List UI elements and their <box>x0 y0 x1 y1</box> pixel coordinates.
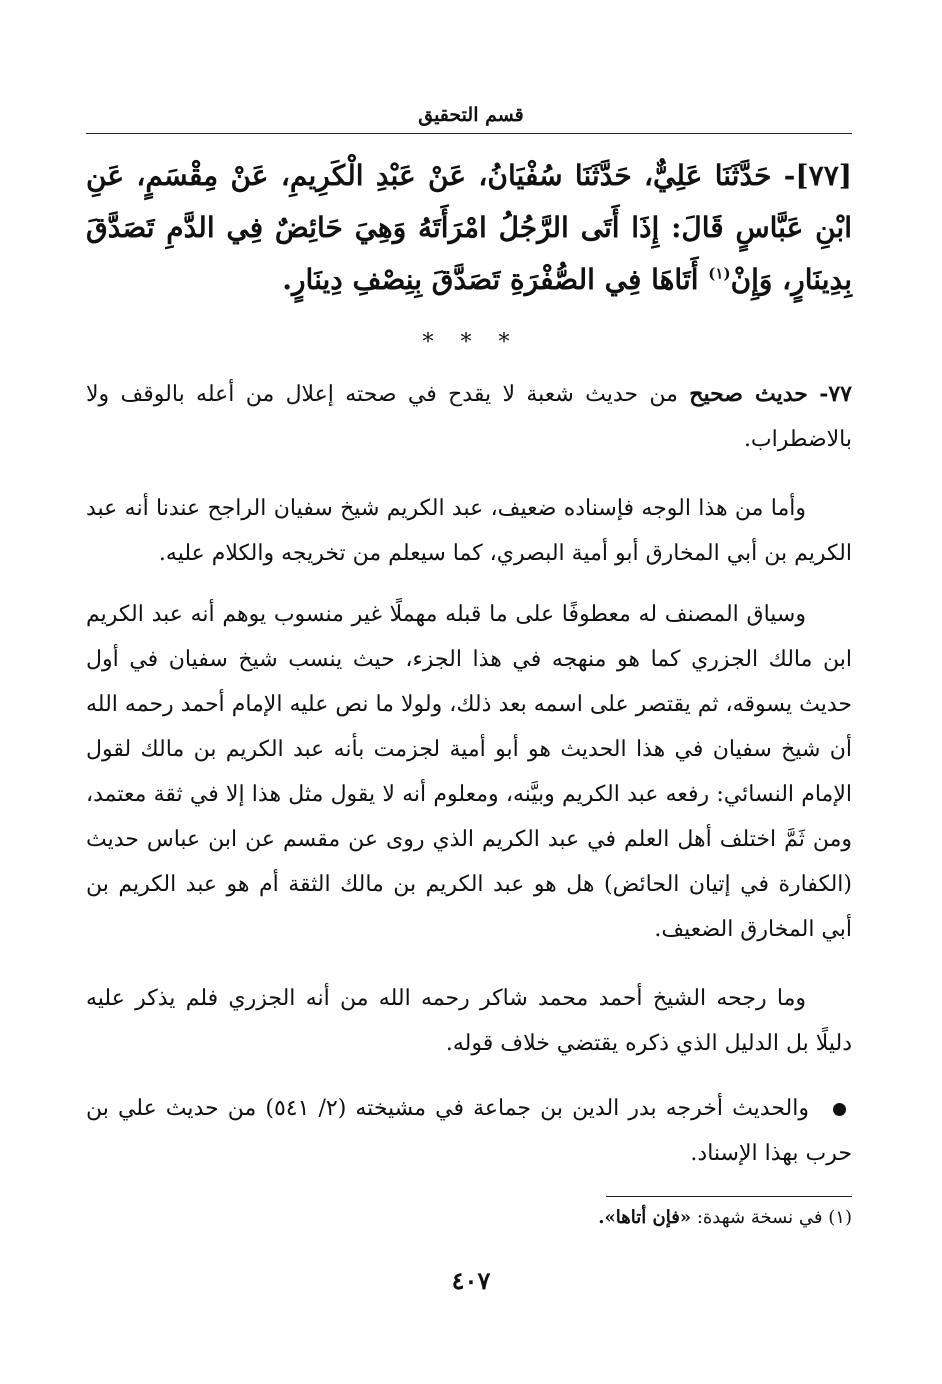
footnote <box>86 1203 852 1233</box>
commentary-paragraph-4: وما رجحه الشيخ أحمد محمد شاكر رحمه الله من أنه الجزري فلم يذكر عليه دليلًا بل الدليل الذي ذكره يقتضي خلاف قوله. <box>86 986 852 1056</box>
commentary-text: من حديث شعبة لا يقدح في صحته إعلال من أعله بالوقف ولا بالاضطراب. <box>86 382 852 452</box>
hadith-number: [٧٧]- <box>783 159 852 192</box>
commentary-paragraph-2: وأما من هذا الوجه فإسناده ضعيف، عبد الكريم شيخ سفيان الراجح عندنا أنه عبد الكريم بن أبي المخارق أبو أمية البصري، كما سيعلم من تخريجه والكلام عليه. <box>86 496 852 566</box>
bullet-icon <box>833 1103 846 1116</box>
commentary-paragraph-1 <box>86 372 852 462</box>
hadith-text-main: حَدَّثَنَا عَلِيٌّ، حَدَّثَنَا سُفْيَانُ، عَنْ عَبْدِ الْكَرِيمِ، عَنْ مِقْسَمٍ، عَنِ ابْنِ عَبَّاسٍ قَالَ: إِذَا أَتَى الرَّجُلُ امْرَأَتَهُ وَهِيَ حَائِضٌ فِي الدَّمِ تَصَدَّقَ بِدِينَارٍ، وَإِنْ <box>86 159 852 296</box>
footnote-reference[interactable]: (١) <box>708 264 731 283</box>
bullet-text: والحديث أخرجه بدر الدين بن جماعة في مشيخته (٢/ ٥٤١) من حديث علي بن حرب بهذا الإسناد. <box>86 1096 852 1166</box>
hadith-text <box>86 150 852 306</box>
footnote-marker: (١) <box>828 1207 852 1228</box>
section-separator: * * * <box>422 330 520 355</box>
grading-label: حديث صحيح <box>689 381 808 407</box>
page-number: ٤٠٧ <box>451 1266 491 1295</box>
running-header: قسم التحقيق <box>418 104 524 126</box>
header-divider <box>86 133 852 134</box>
commentary-number: ٧٧- <box>819 381 852 407</box>
commentary-bullet-paragraph <box>86 1086 852 1176</box>
footnote-text: في نسخة شهدة: <box>696 1207 823 1228</box>
footnote-divider <box>606 1196 852 1197</box>
hadith-text-end: أَتَاهَا فِي الصُّفْرَةِ تَصَدَّقَ بِنِصْفِ دِينَارٍ. <box>282 263 699 296</box>
commentary-paragraph-3: وسياق المصنف له معطوفًا على ما قبله مهملًا غير منسوب يوهم أنه عبد الكريم ابن مالك الجزري كما هو منهجه في هذا الجزء، حيث ينسب شيخ سفيان في أول حديث يسوقه، ثم يقتصر على اسمه بعد ذلك، ولولا ما نص عليه الإمام أحمد رحمه الله أن شيخ سفيان في هذا الحديث هو أبو أمية لجزمت بأنه عبد الكريم بن مالك لقول الإمام النسائي: رفعه عبد الكريم وبيَّنه، ومعلوم أنه لا يقول مثل هذا إلا في ثقة معتمد، ومن ثَمَّ اختلف أهل العلم في عبد الكريم الذي روى عن مقسم عن ابن عباس حديث (الكفارة في إتيان الحائض) هل هو عبد الكريم بن مالك الثقة أم هو عبد الكريم بن أبي المخارق الضعيف. <box>86 602 852 942</box>
footnote-quote: «فإن أتاها». <box>598 1207 692 1228</box>
